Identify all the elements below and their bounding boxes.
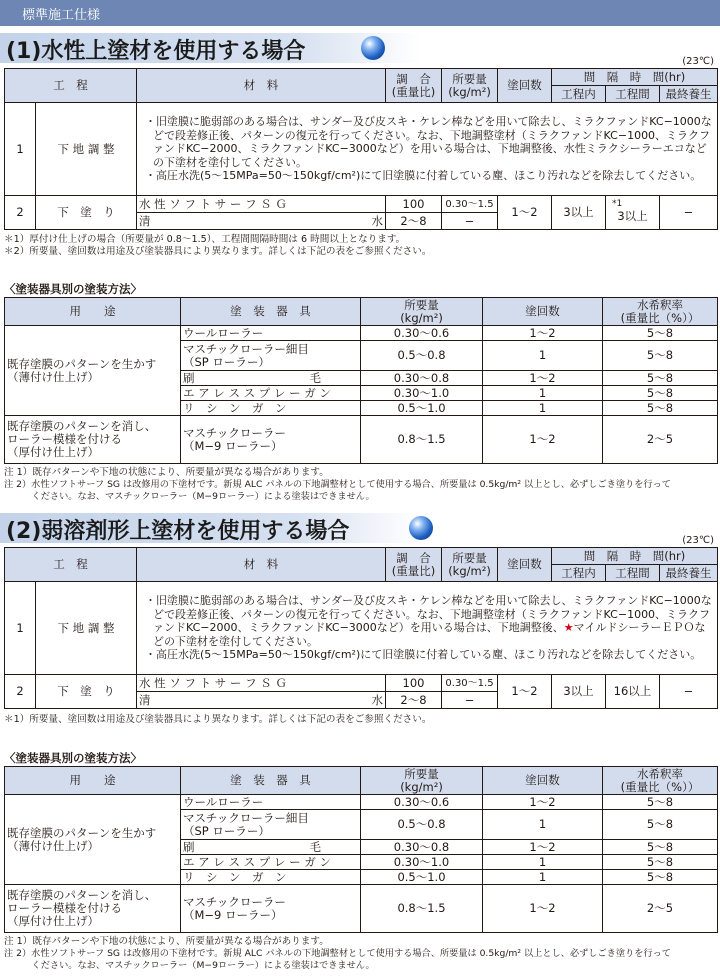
amount-value: 0.30〜0.8 (361, 840, 483, 855)
section-title-bar (0, 513, 420, 543)
tool-name: 刷 毛 (181, 371, 361, 386)
dilution-value: 5〜8 (603, 840, 718, 855)
th-between: 工程間 (606, 86, 660, 103)
th-final: 最終養生 (660, 86, 718, 103)
coats-value: 1〜2 (483, 885, 603, 933)
th-dilution: 水希釈率 (重量比（%）） (603, 298, 718, 326)
amount-value: 0.8〜1.5 (361, 885, 483, 933)
th-process: 工 程 (5, 69, 137, 103)
row-process: 下 塗 り (36, 675, 137, 709)
coats-value: 1〜2 (498, 675, 552, 709)
blue-sphere-icon (361, 36, 385, 60)
th-use: 用 途 (5, 298, 181, 326)
note: ＊1）所要量、塗回数は用途及び塗装器具により異なります。詳しくは下記の表をご参照ください。 (4, 714, 432, 725)
note: 注 1）既存パターンや下地の状態により、所要量が異なる場合があります。 (4, 936, 329, 947)
coats-value: 1〜2 (483, 326, 603, 341)
final-value: − (660, 675, 718, 709)
th-material: 材 料 (137, 548, 386, 582)
dilution-value: 5〜8 (603, 810, 718, 840)
amount-value: 0.30〜0.8 (361, 371, 483, 386)
th-material: 材 料 (137, 69, 386, 103)
th-amount: 所要量 (kg/m²) (361, 767, 483, 795)
method-table (4, 766, 718, 933)
th-amount: 所要量 (kg/m²) (442, 548, 498, 582)
th-in-process: 工程内 (552, 86, 606, 103)
amount-value: 0.30〜0.6 (361, 795, 483, 810)
th-coats: 塗回数 (483, 767, 603, 795)
dilution-value: 5〜8 (603, 401, 718, 416)
use-cell: 既存塗膜のパターンを生かす （薄付け仕上げ） (5, 326, 181, 416)
dilution-value: 5〜8 (603, 870, 718, 885)
tool-name: ウールローラー (181, 326, 361, 341)
tool-name: エ ア レ ス ス プ レ ー ガ ン (181, 386, 361, 401)
tool-name: エ ア レ ス ス プ レ ー ガ ン (181, 855, 361, 870)
material-name: 水 性 ソ フ ト サ ー フ Ｓ Ｇ (137, 196, 386, 213)
use-cell: 既存塗膜のパターンを消し、 ローラー模様を付ける （厚付け仕上げ） (5, 416, 181, 464)
amount-value: 0.5〜1.0 (361, 870, 483, 885)
blue-sphere-icon (409, 516, 433, 540)
amount-value: − (442, 692, 498, 709)
row-process: 下 地 調 整 (36, 582, 137, 675)
temperature-note: (23℃) (682, 56, 714, 67)
th-process: 工 程 (5, 548, 137, 582)
th-final: 最終養生 (660, 565, 718, 582)
coats-value: 1 (483, 386, 603, 401)
amount-value: 0.5〜1.0 (361, 401, 483, 416)
dilution-value: 5〜8 (603, 341, 718, 371)
th-coats: 塗回数 (498, 548, 552, 582)
coats-value: 1 (483, 401, 603, 416)
header-label: 標準施工仕様 (22, 8, 101, 23)
coats-value: 1〜2 (498, 196, 552, 230)
final-value: − (660, 196, 718, 230)
tool-name: マスチックローラー細目 （SP ローラー） (181, 810, 361, 840)
ratio-value: 100 (386, 196, 442, 213)
spec-table (4, 68, 718, 230)
between-value: *1 3以上 (606, 196, 660, 230)
note: ください。なお、マスチックローラー（M−9ローラー）による塗装はできません。 (4, 491, 375, 502)
th-coats: 塗回数 (483, 298, 603, 326)
amount-value: 0.5〜0.8 (361, 341, 483, 371)
th-amount: 所要量 (kg/m²) (442, 69, 498, 103)
th-dilution: 水希釈率 (重量比（%）） (603, 767, 718, 795)
row-description: ・旧塗膜に脆弱部のある場合は、サンダー及び皮スキ・ケレン棒などを用いて除去し、ミラクファンドKC−1000などで段差修正後、パターンの復元を行ってください。なお、下地調整塗材（ミラクファンドKC−1000、ミラクファンドKC−2000、ミラクファンドKC−3000など）を用いる場合は、下地調整後、水性ミラクシーラーエコなどの下塗材を塗付してください。 ・高圧水洗(5〜15MPa=50〜150kgf/cm²)にて旧塗膜に付着している塵、ほこり汚れなどを除去してください。 (137, 103, 718, 196)
tool-name: マスチックローラー （M−9 ローラー） (181, 416, 361, 464)
section-title-bar (0, 33, 420, 63)
amount-value: 0.30〜1.0 (361, 855, 483, 870)
th-amount: 所要量 (kg/m²) (361, 298, 483, 326)
use-cell: 既存塗膜のパターンを消し、 ローラー模様を付ける （厚付け仕上げ） (5, 885, 181, 933)
amount-value: − (442, 213, 498, 230)
amount-value: 0.30〜1.5 (442, 675, 498, 692)
th-between: 工程間 (606, 565, 660, 582)
amount-value: 0.30〜1.0 (361, 386, 483, 401)
th-in-process: 工程内 (552, 565, 606, 582)
header-bar (0, 0, 720, 26)
amount-value: 0.30〜0.6 (361, 326, 483, 341)
row-process: 下 地 調 整 (36, 103, 137, 196)
between-value: 16以上 (606, 675, 660, 709)
note: 注 1）既存パターンや下地の状態により、所要量が異なる場合があります。 (4, 467, 329, 478)
th-interval: 間 隔 時 間(hr) (552, 548, 718, 565)
amount-value: 0.5〜0.8 (361, 810, 483, 840)
tool-name: 刷 毛 (181, 840, 361, 855)
coats-value: 1 (483, 341, 603, 371)
amount-value: 0.8〜1.5 (361, 416, 483, 464)
tool-name: ウールローラー (181, 795, 361, 810)
temperature-note: (23℃) (682, 535, 714, 546)
row-no: 2 (5, 196, 36, 230)
tool-name: マスチックローラー （M−9 ローラー） (181, 885, 361, 933)
tool-name: マスチックローラー細目 （SP ローラー） (181, 341, 361, 371)
coats-value: 1 (483, 810, 603, 840)
row-description: ・旧塗膜に脆弱部のある場合は、サンダー及び皮スキ・ケレン棒などを用いて除去し、ミラクファンドKC−1000などで段差修正後、パターンの復元を行ってください。なお、下地調整塗材（ミラクファンドKC−1000、ミラクファンドKC−2000、ミラクファンドKC−3000など）を用いる場合は、下地調整後、★マイルドシーラーＥＰＯなどの下塗材を塗付してください。 ・高圧水洗(5〜15MPa=50〜150kgf/cm²)にて旧塗膜に付着している塵、ほこり汚れなどを除去してください。 (137, 582, 718, 675)
ratio-value: 2〜8 (386, 692, 442, 709)
material-name: 清 水 (137, 213, 386, 230)
method-title: 〈塗装器具別の塗装方法〉 (4, 282, 142, 296)
method-title: 〈塗装器具別の塗装方法〉 (4, 751, 142, 765)
in-process-value: 3以上 (552, 196, 606, 230)
th-tool: 塗 装 器 具 (181, 767, 361, 795)
dilution-value: 5〜8 (603, 371, 718, 386)
coats-value: 1 (483, 870, 603, 885)
amount-value: 0.30〜1.5 (442, 196, 498, 213)
coats-value: 1〜2 (483, 840, 603, 855)
section-title: (1)水性上塗材を使用する場合 (6, 39, 306, 64)
row-no: 1 (5, 582, 36, 675)
coats-value: 1 (483, 855, 603, 870)
dilution-value: 5〜8 (603, 855, 718, 870)
note: 注 2）水性ソフトサーフ SG は改修用の下塗材です。新規 ALC パネルの下地調整材として使用する場合、所要量は 0.5kg/m² 以上とし、必ずしごき塗りを行って (4, 948, 671, 959)
row-no: 2 (5, 675, 36, 709)
th-tool: 塗 装 器 具 (181, 298, 361, 326)
row-no: 1 (5, 103, 36, 196)
ratio-value: 100 (386, 675, 442, 692)
coats-value: 1〜2 (483, 795, 603, 810)
coats-value: 1〜2 (483, 371, 603, 386)
material-name: 清 水 (137, 692, 386, 709)
coats-value: 1〜2 (483, 416, 603, 464)
th-coats: 塗回数 (498, 69, 552, 103)
dilution-value: 5〜8 (603, 326, 718, 341)
th-ratio: 調 合 (重量比) (386, 548, 442, 582)
th-ratio: 調 合 (重量比) (386, 69, 442, 103)
note: ＊2）所要量、塗回数は用途及び塗装器具により異なります。詳しくは下記の表をご参照ください。 (4, 246, 432, 257)
section-title: (2)弱溶剤形上塗材を使用する場合 (6, 519, 350, 544)
tool-name: リ シ ン ガ ン (181, 870, 361, 885)
material-name: 水 性 ソ フ ト サ ー フ Ｓ Ｇ (137, 675, 386, 692)
note: ください。なお、マスチックローラー（M−9ローラー）による塗装はできません。 (4, 960, 375, 971)
ratio-value: 2〜8 (386, 213, 442, 230)
note: ＊1）厚付け仕上げの場合（所要量が 0.8〜1.5）、工程間間隔時間は 6 時間以上となります。 (4, 234, 406, 245)
dilution-value: 5〜8 (603, 795, 718, 810)
in-process-value: 3以上 (552, 675, 606, 709)
dilution-value: 5〜8 (603, 386, 718, 401)
th-interval: 間 隔 時 間(hr) (552, 69, 718, 86)
note: 注 2）水性ソフトサーフ SG は改修用の下塗材です。新規 ALC パネルの下地調整材として使用する場合、所要量は 0.5kg/m² 以上とし、必ずしごき塗りを行って (4, 479, 671, 490)
dilution-value: 2〜5 (603, 416, 718, 464)
use-cell: 既存塗膜のパターンを生かす （薄付け仕上げ） (5, 795, 181, 885)
th-use: 用 途 (5, 767, 181, 795)
spec-table (4, 547, 718, 709)
star-icon: ★ (563, 621, 574, 635)
dilution-value: 2〜5 (603, 885, 718, 933)
method-table (4, 297, 718, 464)
row-process: 下 塗 り (36, 196, 137, 230)
tool-name: リ シ ン ガ ン (181, 401, 361, 416)
